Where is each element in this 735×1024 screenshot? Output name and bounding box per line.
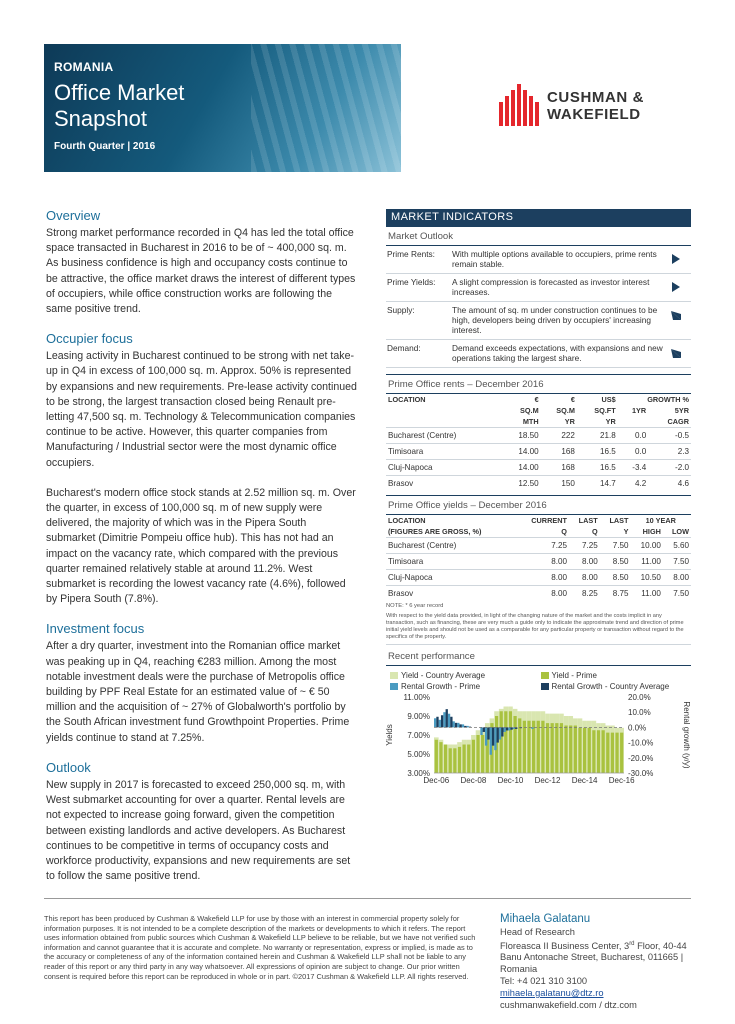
table-cell: 0.0	[618, 428, 648, 444]
legend-label: Rental Growth - Prime	[401, 682, 481, 691]
yield-prime-bar	[569, 726, 572, 774]
contact-address-line3: Romania	[500, 964, 538, 975]
outlook-heading: Outlook	[46, 759, 91, 775]
legend-swatch	[541, 672, 549, 679]
arrow-right-icon	[671, 282, 681, 292]
contact-email-link[interactable]: mihaela.galatanu@dtz.ro	[500, 987, 604, 998]
occupier-focus-heading: Occupier focus	[46, 331, 133, 347]
rental-growth-prime-bar	[490, 727, 492, 754]
table-cell: 8.25	[569, 586, 600, 602]
yield-prime-bar	[583, 728, 586, 773]
outlook-label: Demand:	[387, 343, 421, 353]
yield-prime-bar	[481, 735, 484, 773]
y2-tick-label: 0.0%	[628, 723, 647, 733]
country-label: ROMANIA	[54, 60, 114, 74]
y2-tick-label: -20.0%	[628, 753, 654, 763]
table-cell: -3.4	[618, 460, 648, 476]
rental-growth-country-bar	[446, 709, 448, 727]
table-cell-location: Timisoara	[386, 554, 516, 570]
y-tick-label: 9.00%	[407, 712, 430, 721]
contact-address-line1	[500, 939, 700, 953]
table-cell: 8.00	[663, 570, 691, 586]
legend-item	[390, 671, 541, 680]
table-cell: 7.25	[569, 538, 600, 554]
logo-line2: WAKEFIELD	[547, 106, 641, 123]
y-tick-label: 11.00%	[403, 693, 430, 702]
rents-h1-3: GROWTH %	[647, 395, 689, 404]
yield-prime-bar	[615, 733, 618, 773]
table-cell: 10.00	[631, 538, 663, 554]
yield-prime-bar	[435, 740, 438, 773]
outlook-row	[386, 340, 691, 368]
rental-growth-country-bar	[436, 717, 438, 728]
table-cell: 5.60	[663, 538, 691, 554]
table-cell: -2.0	[648, 460, 691, 476]
rental-growth-prime-bar	[485, 727, 487, 745]
rental-growth-country-bar	[450, 717, 452, 728]
title-line2: Snapshot	[54, 106, 147, 131]
table-cell: 2.3	[648, 444, 691, 460]
yield-prime-bar	[527, 721, 530, 773]
table-cell: 11.00	[631, 586, 663, 602]
yields-h2-4: LOW	[671, 527, 689, 536]
yield-prime-bar	[500, 711, 503, 773]
rents-h2-1: SQ.M	[556, 406, 575, 415]
table-row	[386, 460, 691, 476]
y2-tick-label: -30.0%	[628, 769, 654, 778]
rents-h1-0: €	[534, 395, 539, 404]
rents-col-location: LOCATION	[388, 395, 426, 404]
table-cell-location: Bucharest (Centre)	[386, 428, 502, 444]
x-tick-label: Dec-10	[497, 776, 524, 785]
market-indicators-heading: MARKET INDICATORS	[386, 209, 691, 227]
rents-h3-4: CAGR	[667, 417, 689, 426]
yields-col-location: LOCATION	[388, 516, 426, 525]
yield-prime-bar	[551, 723, 554, 773]
overview-text: Strong market performance recorded in Q4 has led the total office space transacted in Bucharest in 2016 to be of ~ 400,000 sq. m. As business confidence is high and occupancy costs continue to be attractive, the office market draws the interest of different types of occupiers, while office construction works are following the same positive trend.	[46, 227, 356, 316]
yield-prime-bar	[564, 726, 567, 774]
yields-h2-1: Q	[592, 527, 598, 536]
outlook-row	[386, 246, 691, 274]
contact-address-part1: Floreasca II Business Center, 3	[500, 940, 630, 951]
table-cell-location: Brasov	[386, 476, 502, 492]
outlook-text: With multiple options available to occupiers, prime rents remain stable.	[452, 249, 657, 269]
table-cell-location: Cluj-Napoca	[386, 570, 516, 586]
yield-prime-bar	[611, 733, 614, 773]
overview-heading: Overview	[46, 208, 101, 223]
yield-prime-bar	[509, 711, 512, 773]
investment-focus-heading: Investment focus	[46, 621, 145, 637]
table-cell: 21.8	[577, 428, 618, 444]
y2-axis-title: Rental growth (y/y)	[682, 701, 691, 769]
rental-growth-prime-bar	[439, 720, 441, 728]
footer-divider	[44, 898, 691, 899]
rental-growth-prime-bar	[462, 724, 464, 727]
cushman-wakefield-logo	[499, 84, 694, 126]
table-row	[386, 444, 691, 460]
y2-tick-label: 10.0%	[628, 708, 651, 718]
outlook-text: A slight compression is forecasted as investor interest increases.	[452, 277, 650, 297]
table-cell: -0.5	[648, 428, 691, 444]
rents-h2-0: SQ.M	[520, 406, 539, 415]
yield-prime-bar	[546, 723, 549, 773]
table-cell: 7.25	[516, 538, 569, 554]
yields-h2-2: Y	[623, 527, 629, 536]
contact-address-sup: rd	[629, 940, 635, 947]
table-cell: 16.5	[577, 460, 618, 476]
yields-col-location-note: (FIGURES ARE GROSS, %)	[388, 527, 482, 536]
y2-tick-label: -10.0%	[628, 738, 654, 748]
yield-prime-bar	[578, 728, 581, 773]
rental-growth-prime-bar	[443, 712, 445, 727]
table-cell: 8.00	[569, 554, 600, 570]
yield-prime-bar	[537, 721, 540, 773]
yields-disclaimer: With respect to the yield data provided, in light of the changing nature of the market and the costs implicit in any transaction, such as financing, these are very much a guide only to indicate the approximate trend and direction of prime initial yield levels and should not be used as a comparable for any particular property or transaction without regard to the specifics of the property.	[386, 613, 691, 645]
y-tick-label: 7.00%	[407, 731, 430, 740]
y-tick-label: 3.00%	[407, 769, 430, 778]
rental-growth-country-bar	[506, 727, 508, 730]
table-cell: 7.50	[663, 586, 691, 602]
table-cell: 8.00	[516, 570, 569, 586]
legend-item	[541, 682, 692, 691]
table-cell-location: Cluj-Napoca	[386, 460, 502, 476]
table-cell: 8.75	[600, 586, 631, 602]
x-tick-label: Dec-08	[460, 776, 487, 785]
table-cell: 4.2	[618, 476, 648, 492]
yield-prime-bar	[518, 718, 521, 773]
table-cell: 8.00	[516, 586, 569, 602]
building-image	[251, 44, 401, 172]
legend-label: Yield - Prime	[551, 671, 597, 680]
table-row	[386, 570, 691, 586]
yields-h2-3: HIGH	[642, 527, 661, 536]
rental-growth-prime-bar	[504, 727, 506, 732]
yield-prime-bar	[555, 723, 558, 773]
rents-h2-4: 5YR	[674, 406, 689, 415]
legend-swatch	[390, 672, 398, 679]
rents-h1-2: US$	[601, 395, 616, 404]
table-row	[386, 476, 691, 492]
occupier-focus-text: Leasing activity in Bucharest continued to be strong with net take-up in Q4 in excess of 100,000 sq. m. Approx. 50% is represented by expansions and new requirements. Pre-lease activity continued to be strong, the largest transaction closed being Renault pre-letting 47,500 sq. m. Technology & Telecommunication companies continue to be active. However, this quarter companies from Manufacturing / Industrial sector were the most dynamic office occupiers.	[46, 350, 357, 469]
table-cell: 18.50	[502, 428, 541, 444]
chart-title: Recent performance	[388, 651, 475, 662]
rents-h2-2: SQ.FT	[594, 406, 616, 415]
table-cell: 150	[541, 476, 577, 492]
rental-growth-prime-bar	[508, 727, 510, 730]
table-cell: 4.6	[648, 476, 691, 492]
yields-h2-0: Q	[561, 527, 567, 536]
x-tick-label: Dec-16	[608, 776, 635, 785]
table-cell: 8.50	[600, 554, 631, 570]
yield-prime-bar	[592, 730, 595, 773]
rents-h2-3: 1YR	[632, 406, 647, 415]
outlook-text: The amount of sq. m under construction continues to be high, developers being driven by occupiers' increasing interest.	[452, 305, 658, 335]
rental-growth-country-bar	[487, 727, 489, 739]
rental-growth-country-bar	[459, 724, 461, 727]
contact-role: Head of Research	[500, 926, 575, 937]
table-cell: 14.7	[577, 476, 618, 492]
table-cell: 7.50	[600, 538, 631, 554]
report-title	[54, 80, 184, 132]
right-column	[386, 209, 691, 798]
y2-tick-label: 20.0%	[628, 693, 651, 702]
yield-prime-bar	[463, 745, 466, 774]
contact-address-part2: Floor, 40-44	[634, 940, 687, 951]
yield-prime-bar	[541, 721, 544, 773]
table-cell: 16.5	[577, 444, 618, 460]
table-cell-location: Timisoara	[386, 444, 502, 460]
market-outlook-list	[386, 246, 691, 368]
rental-growth-prime-bar	[434, 718, 436, 727]
x-tick-label: Dec-14	[571, 776, 598, 785]
table-cell-location: Bucharest (Centre)	[386, 538, 516, 554]
yields-table-title: Prime Office yields – December 2016	[388, 500, 547, 511]
table-cell: 7.50	[663, 554, 691, 570]
rents-h3-2: YR	[605, 417, 616, 426]
legend-swatch	[541, 683, 549, 690]
yields-h1-0: CURRENT	[531, 516, 567, 525]
rents-table-title: Prime Office rents – December 2016	[388, 379, 544, 390]
rental-growth-country-bar	[455, 723, 457, 728]
arrow-down-right-icon	[671, 310, 681, 320]
yield-prime-bar	[504, 711, 507, 773]
yield-prime-bar	[449, 748, 452, 773]
table-row	[386, 586, 691, 602]
rents-h3-0: MTH	[522, 417, 539, 426]
arrow-right-icon	[671, 254, 681, 264]
yields-h1-1: LAST	[578, 516, 598, 525]
rental-growth-country-bar	[497, 727, 499, 742]
chart-legend	[390, 671, 691, 693]
supply-text: Bucharest's modern office stock stands at 2.52 million sq. m. Over the quarter, in excess of 100,000 sq. m of new supply were delivered, the majority of which was in the Pipera South submarket (Dimitrie Pompeiu office hub). This has not had an impact on the vacancy rate, which compared with the previous quarter remained relatively stable at around 11.2%. West submarket is recording the lowest vacancy rate (4.6%), followed by Pipera South (7.8%).	[46, 486, 356, 606]
outlook-label: Supply:	[387, 305, 415, 315]
logo-line1: CUSHMAN &	[547, 89, 645, 106]
rental-growth-country-bar	[483, 727, 485, 732]
yields-h1-3: 10 YEAR	[645, 516, 676, 525]
table-cell: 8.50	[600, 570, 631, 586]
table-cell: 14.00	[502, 460, 541, 476]
legend-label: Yield - Country Average	[401, 671, 486, 680]
y-axis-title: Yields	[385, 724, 394, 746]
yield-prime-bar	[439, 742, 442, 773]
x-tick-label: Dec-12	[534, 776, 561, 785]
table-cell: 12.50	[502, 476, 541, 492]
yield-prime-bar	[513, 716, 516, 773]
yields-note: NOTE: * 6 year record	[386, 603, 444, 609]
rental-growth-prime-bar	[453, 721, 455, 727]
table-cell: 168	[541, 460, 577, 476]
yield-prime-bar	[560, 723, 563, 773]
outlook-label: Prime Rents:	[387, 249, 435, 259]
table-row	[386, 554, 691, 570]
header-banner	[44, 44, 401, 172]
footer-disclaimer: This report has been produced by Cushman & Wakefield LLP for use by those with an interest in commercial property solely for information purposes. It is not intended to be a complete description of the markets or developments to which it refers. The report uses information obtained from public sources which Cushman & Wakefield LLP believe to be reliable, but we have not verified such information and cannot guarantee that it is accurate and complete. No warranty or representation, express or implied, is made as to the accuracy or completeness of any of the information contained herein and Cushman & Wakefield LLP shall not be liable to any reader of this report or any third party in any way whatsoever. All expressions of opinion are subject to change. Our prior written consent is required before this report can be reproduced in whole or in part. ©2017 Cushman & Wakefield LLP. All rights reserved.	[44, 914, 476, 981]
contact-address-line2: Banu Antonache Street, Bucharest, 011665 |	[500, 952, 684, 963]
table-cell: 222	[541, 428, 577, 444]
yield-prime-bar	[588, 728, 591, 773]
table-cell: 8.00	[516, 554, 569, 570]
table-cell: 0.0	[618, 444, 648, 460]
y-tick-label: 5.00%	[407, 750, 430, 759]
table-cell: 14.00	[502, 444, 541, 460]
table-cell: 168	[541, 444, 577, 460]
rental-growth-prime-bar	[457, 723, 459, 728]
rental-growth-prime-bar	[494, 727, 496, 750]
legend-item	[390, 682, 541, 691]
yield-prime-bar	[574, 726, 577, 774]
outlook-row	[386, 274, 691, 302]
left-column	[46, 208, 358, 884]
yield-prime-bar	[453, 748, 456, 773]
rental-growth-prime-bar	[448, 714, 450, 728]
yield-prime-bar	[472, 740, 475, 773]
yield-prime-bar	[620, 733, 623, 773]
yield-prime-bar	[458, 747, 461, 773]
rental-growth-country-bar	[492, 727, 494, 745]
recent-performance-chart	[386, 693, 691, 793]
x-tick-label: Dec-06	[423, 776, 450, 785]
table-cell: 11.00	[631, 554, 663, 570]
legend-item	[541, 671, 692, 680]
rental-growth-country-bar	[441, 715, 443, 727]
yields-h1-2: LAST	[609, 516, 629, 525]
rents-h1-1: €	[570, 395, 575, 404]
legend-label: Rental Growth - Country Average	[551, 682, 670, 691]
table-cell: 10.50	[631, 570, 663, 586]
yield-prime-bar	[467, 745, 470, 774]
rental-growth-prime-bar	[480, 727, 482, 735]
table-cell-location: Brasov	[386, 586, 516, 602]
rents-h3-1: YR	[564, 417, 575, 426]
contact-block	[500, 914, 700, 1011]
yield-prime-bar	[597, 730, 600, 773]
yield-prime-bar	[602, 730, 605, 773]
yield-prime-bar	[523, 721, 526, 773]
yield-prime-bar	[606, 733, 609, 773]
yield-prime-bar	[444, 745, 447, 774]
quarter-label: Fourth Quarter | 2016	[54, 141, 156, 152]
legend-swatch	[390, 683, 398, 690]
arrow-down-right-icon	[671, 348, 681, 358]
investment-focus-text: After a dry quarter, investment into the Romanian office market was peaking up in Q4, reaching €283 million. Among the most notable investment deals were the purchase of Metropolis office building by PPF Real Estate for an estimated value of ~ € 50 million and the acquisition of ~ 27% of Globalworth's portfolio by the South African investment fund Growthpoint Properties. Prime yields continue to stand at 7.25%.	[46, 640, 350, 744]
table-row	[386, 538, 691, 554]
contact-name: Mihaela Galatanu	[500, 913, 591, 925]
market-outlook-title: Market Outlook	[388, 231, 454, 242]
title-line1: Office Market	[54, 80, 185, 105]
contact-phone: Tel: +4 021 310 3100	[500, 976, 588, 987]
rental-growth-prime-bar	[499, 727, 501, 739]
rental-growth-country-bar	[501, 727, 503, 736]
outlook-text: New supply in 2017 is forecasted to exceed 250,000 sq. m, with West submarket accounting for over a quarter. Rental levels are not expected to increase going forward, given the competition between existing landlords and active developers. As Bucharest continues to be competitive in terms of occupancy costs and workforce productivity, expansions and new requirements are set to follow the same positive trend.	[46, 778, 351, 883]
yields-table	[386, 515, 691, 601]
table-cell: 8.00	[569, 570, 600, 586]
table-row	[386, 428, 691, 444]
contact-website[interactable]: cushmanwakefield.com / dtz.com	[500, 999, 637, 1010]
logo-mark-icon	[499, 84, 539, 126]
outlook-text: Demand exceeds expectations, with expansions and new operations taking the largest share.	[452, 343, 663, 363]
logo-wordmark	[547, 89, 644, 123]
rents-h3-3	[618, 416, 648, 428]
outlook-row	[386, 302, 691, 340]
rents-table	[386, 394, 691, 491]
outlook-label: Prime Yields:	[387, 277, 436, 287]
yield-prime-bar	[476, 735, 479, 773]
